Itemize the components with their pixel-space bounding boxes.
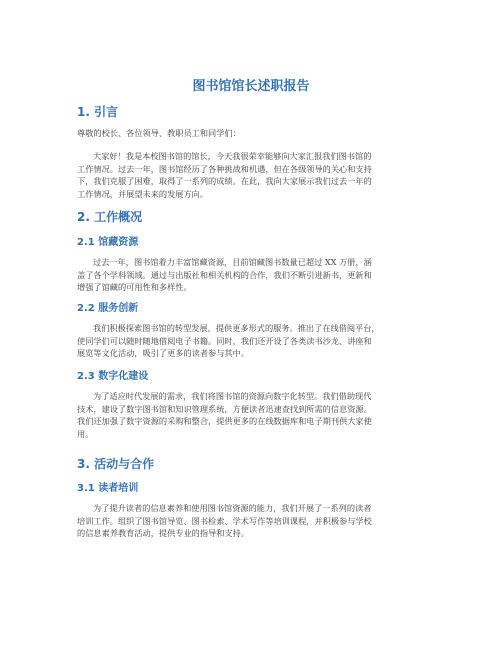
paragraph-line: 为了提升读者的信息素养和使用图书馆资源的能力，我们开展了一系列的读者 — [93, 503, 372, 513]
paragraph-line: 下，我们克服了困难，取得了一系列的成绩。在此，我向大家展示我们过去一年的 — [77, 176, 372, 187]
paragraph-line: 用。 — [77, 428, 94, 439]
subsection-heading-digital: 2.3 数字化建设 — [77, 371, 149, 382]
section-heading-work: 2. 工作概况 — [77, 210, 143, 224]
paragraph-line: 工作情况，并展望未来的发展方向。 — [77, 188, 209, 199]
paragraph-line: 盖了各个学科领域。通过与出版社和相关机构的合作，我们不断引进新书，更新和 — [77, 269, 372, 280]
paragraph-line: 我们积极探索图书馆的转型发展，提供更多形式的服务。推出了在线借阅平台， — [93, 323, 380, 333]
paragraph-line: 工作情况。过去一年，图书馆经历了各种挑战和机遇，但在各级领导的关心和支持 — [77, 163, 372, 174]
paragraph-line: 增强了馆藏的可用性和多样性。 — [77, 282, 192, 293]
digital-paragraph — [77, 390, 427, 440]
intro-greeting — [77, 127, 427, 140]
paragraph-line: 使同学们可以随时随地借阅电子书籍。同时，我们还开设了各类读书沙龙、讲座和 — [77, 335, 372, 346]
paragraph-line: 大家好！我是本校图书馆的馆长，今天我很荣幸能够向大家汇报我们图书馆的 — [93, 151, 372, 161]
paragraph-line: 为了适应时代发展的需求，我们将图书馆的资源向数字化转型。我们借助现代 — [93, 391, 372, 401]
document-title: 图书馆馆长述职报告 — [192, 79, 310, 94]
subsection-heading-innovation: 2.2 服务创新 — [77, 303, 139, 314]
training-paragraph — [77, 502, 427, 540]
paragraph-line: 过去一年，图书馆着力丰富馆藏资源，目前馆藏图书数量已超过 XX 万册，涵 — [93, 257, 372, 267]
paragraph-line: 技术，建设了数字图书馆和知识管理系统，方便读者迅速查找到所需的信息资源。 — [77, 403, 372, 414]
paragraph-line: 展览等文化活动，吸引了更多的读者参与其中。 — [77, 348, 249, 359]
section-heading-activities: 3. 活动与合作 — [77, 457, 155, 471]
paragraph-line: 培训工作。组织了图书馆导览、图书检索、学术写作等培训课程，并积极参与学校 — [77, 515, 372, 526]
collection-paragraph — [77, 256, 427, 294]
paragraph-line: 的信息素养教育活动，提供专业的指导和支持。 — [77, 528, 249, 539]
section-heading-intro: 1. 引言 — [77, 105, 119, 119]
subsection-heading-training: 3.1 读者培训 — [77, 483, 139, 494]
subsection-heading-collection: 2.1 馆藏资源 — [77, 237, 139, 248]
intro-paragraph — [77, 150, 427, 200]
innovation-paragraph — [77, 322, 427, 360]
intro-greeting-line: 尊敬的校长、各位领导、教职员工和同学们： — [77, 128, 241, 138]
paragraph-line: 我们还加强了数字资源的采购和整合，提供更多的在线数据库和电子期刊供大家使 — [77, 416, 372, 427]
